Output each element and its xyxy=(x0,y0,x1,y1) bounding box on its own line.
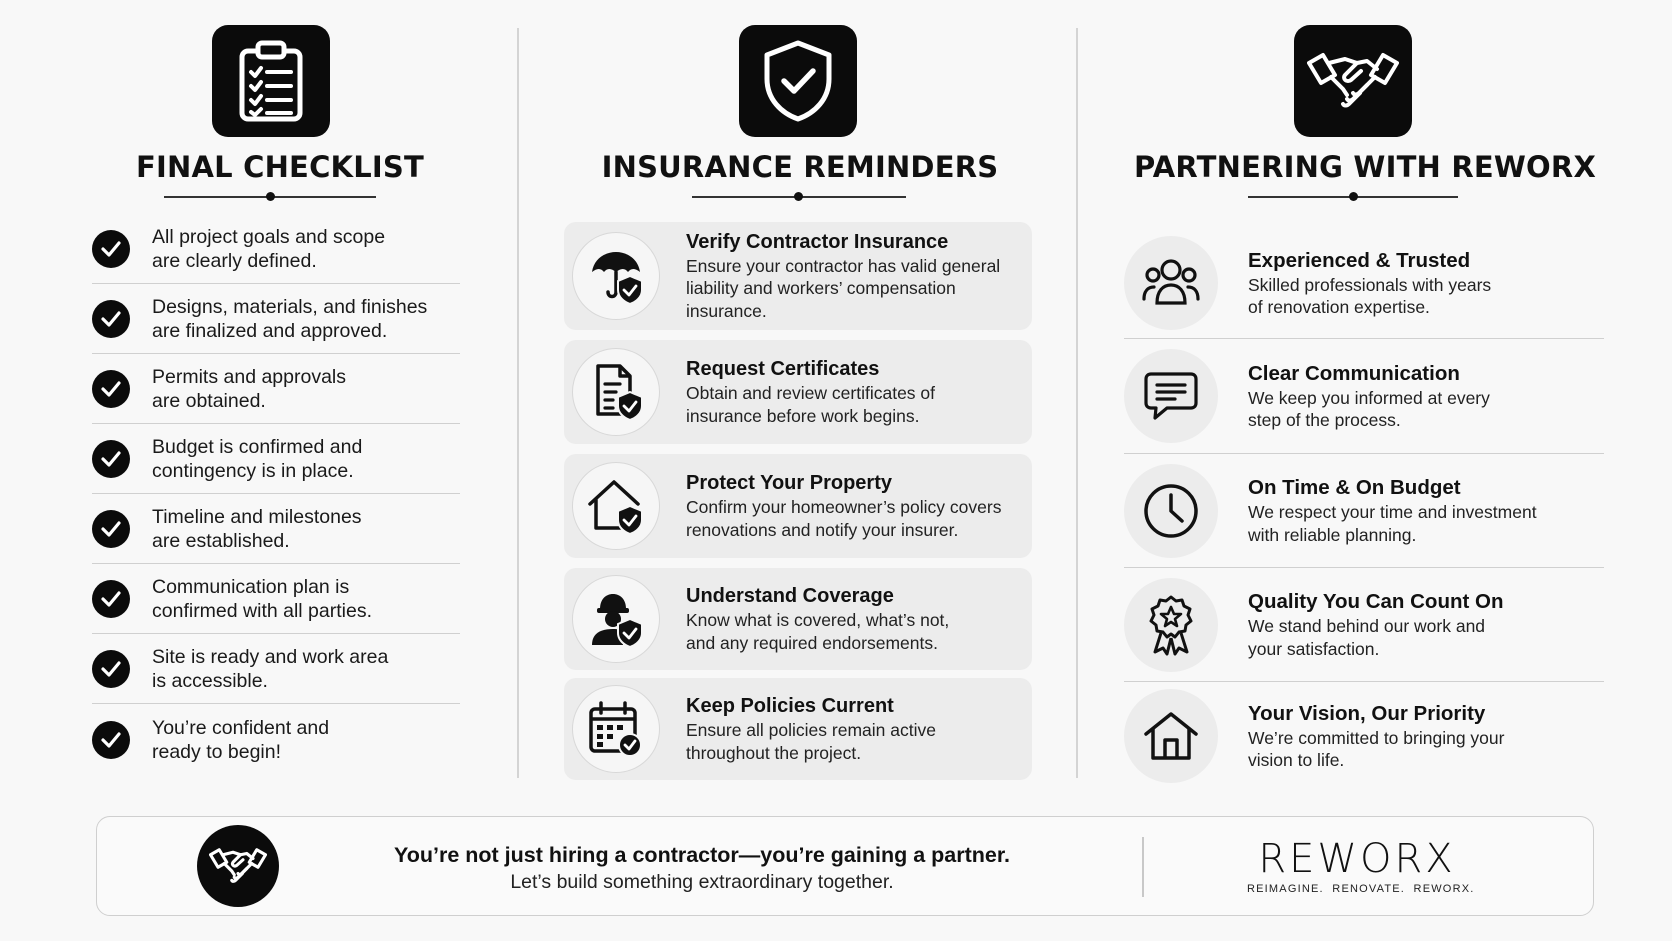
checklist-item xyxy=(92,704,460,776)
checkmark-icon xyxy=(92,721,130,759)
checklist-item xyxy=(92,354,460,424)
brand-name: REWORX xyxy=(1258,836,1456,882)
award-ribbon-icon xyxy=(1124,578,1218,672)
partnering-item-desc: We stand behind our work and your satisfaction. xyxy=(1248,616,1486,659)
checklist-title: FINAL CHECKLIST xyxy=(136,150,424,184)
column-divider xyxy=(1076,28,1078,778)
checklist-item-text: Budget is confirmed and contingency is in place. xyxy=(152,435,363,482)
insurance-item-title: Request Certificates xyxy=(686,358,880,380)
worker-shield-icon xyxy=(572,575,660,663)
umbrella-shield-icon xyxy=(572,232,660,320)
handshake-icon xyxy=(197,825,279,907)
checklist-item xyxy=(92,214,460,284)
partnering-item-desc: We keep you informed at every step of the process. xyxy=(1248,387,1490,430)
partnering-item-title: Clear Communication xyxy=(1248,361,1460,385)
insurance-item-desc: Confirm your homeowner’s policy covers renovations and notify your insurer. xyxy=(686,497,1002,540)
checklist-item xyxy=(92,564,460,634)
checklist-item-text: Permits and approvals are obtained. xyxy=(152,365,347,412)
insurance-item-desc: Ensure all policies remain active throughout the project. xyxy=(686,720,936,763)
document-shield-icon xyxy=(572,348,660,436)
partnering-item xyxy=(1124,339,1604,454)
checkmark-icon xyxy=(92,230,130,268)
brand-tagline: REIMAGINE. RENOVATE. REWORX. xyxy=(1247,883,1475,895)
checklist-item xyxy=(92,284,460,354)
footer-subline: Let’s build something extraordinary together. xyxy=(510,871,894,893)
people-group-icon xyxy=(1124,236,1218,330)
calendar-check-icon xyxy=(572,685,660,773)
partnering-item-title: Quality You Can Count On xyxy=(1248,590,1504,613)
title-divider-dot xyxy=(1349,192,1358,201)
clock-icon xyxy=(1124,464,1218,558)
insurance-item-desc: Know what is covered, what’s not, and any required endorsements. xyxy=(686,610,950,653)
partnering-item xyxy=(1124,228,1604,339)
house-outline-icon xyxy=(1124,689,1218,783)
insurance-item-title: Understand Coverage xyxy=(686,585,894,607)
checkmark-icon xyxy=(92,370,130,408)
checklist-item-text: Site is ready and work area is accessible. xyxy=(152,645,389,692)
title-divider-dot xyxy=(794,192,803,201)
clipboard-checklist-icon xyxy=(212,25,330,137)
title-divider-dot xyxy=(266,192,275,201)
insurance-item-title: Protect Your Property xyxy=(686,472,892,494)
partnering-title: PARTNERING WITH REWORX xyxy=(1133,150,1596,184)
partnering-item-desc: Skilled professionals with years of renovation expertise. xyxy=(1248,274,1492,317)
checklist-item xyxy=(92,634,460,704)
checkmark-icon xyxy=(92,440,130,478)
checklist-item-text: Designs, materials, and finishes are finalized and approved. xyxy=(152,295,428,342)
handshake-icon xyxy=(1294,25,1412,137)
insurance-card xyxy=(564,568,1032,670)
insurance-title: INSURANCE REMINDERS xyxy=(601,150,999,184)
checklist-item-text: Communication plan is confirmed with all parties. xyxy=(152,575,373,622)
house-shield-icon xyxy=(572,462,660,550)
checkmark-icon xyxy=(92,300,130,338)
partnering-item xyxy=(1124,682,1604,790)
footer-headline: You’re not just hiring a contractor—you’re gaining a partner. xyxy=(393,843,1010,867)
partnering-item xyxy=(1124,568,1604,682)
insurance-card xyxy=(564,222,1032,330)
reworx-logo xyxy=(1247,836,1475,895)
checklist-item xyxy=(92,494,460,564)
insurance-item-title: Keep Policies Current xyxy=(686,695,894,717)
partnering-item-desc: We’re committed to bringing your vision to life. xyxy=(1248,727,1505,770)
insurance-card xyxy=(564,454,1032,558)
partnering-item-title: Experienced & Trusted xyxy=(1248,248,1471,272)
footer-divider xyxy=(1142,837,1144,897)
column-divider xyxy=(517,28,519,778)
partnering-item xyxy=(1124,454,1604,568)
chat-bubble-icon xyxy=(1124,349,1218,443)
checklist-item-text: All project goals and scope are clearly defined. xyxy=(152,225,386,272)
footer-message xyxy=(347,841,1057,895)
shield-check-icon xyxy=(739,25,857,137)
checklist-item-text: Timeline and milestones are established. xyxy=(152,505,362,552)
insurance-card xyxy=(564,678,1032,780)
checkmark-icon xyxy=(92,650,130,688)
checklist-item-text: You’re confident and ready to begin! xyxy=(152,717,330,763)
insurance-item-title: Verify Contractor Insurance xyxy=(686,230,949,253)
checklist-item xyxy=(92,424,460,494)
partnering-item-title: Your Vision, Our Priority xyxy=(1248,701,1486,725)
footer-banner xyxy=(96,816,1594,916)
insurance-card xyxy=(564,340,1032,444)
insurance-item-desc: Ensure your contractor has valid general liability and workers’ compensation insurance. xyxy=(686,255,1001,321)
checkmark-icon xyxy=(92,510,130,548)
partnering-item-title: On Time & On Budget xyxy=(1248,476,1461,499)
checkmark-icon xyxy=(92,580,130,618)
insurance-item-desc: Obtain and review certificates of insurance before work begins. xyxy=(686,383,936,426)
partnering-item-desc: We respect your time and investment with reliable planning. xyxy=(1248,502,1537,545)
